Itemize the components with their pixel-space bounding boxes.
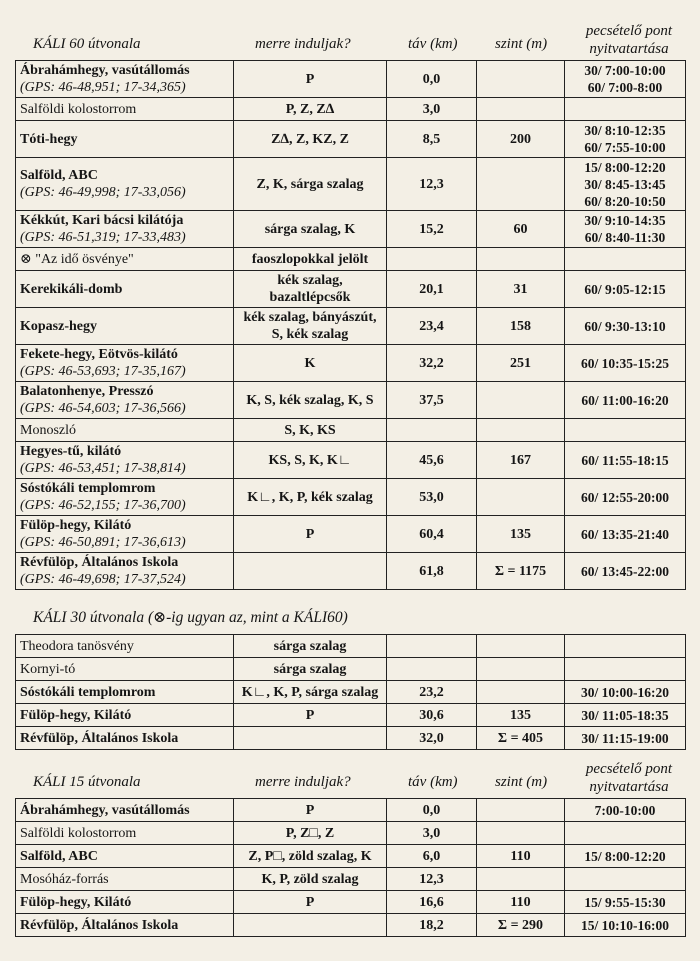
kali15-table [15, 798, 686, 937]
distance-value: 60,4 [419, 526, 444, 542]
direction-text: S, K, KS [284, 422, 336, 438]
stop-name: ⊗ "Az idő ösvénye" [20, 251, 134, 267]
distance-value: 61,8 [419, 563, 444, 579]
level-value: 110 [510, 848, 531, 864]
stamp-hours-cell [565, 271, 686, 308]
table-row [16, 248, 686, 271]
kali60-title: KÁLI 60 útvonala [33, 36, 141, 52]
level-value: Σ = 290 [497, 917, 544, 933]
stamp-hours-cell [565, 419, 686, 442]
stop-name-cell [16, 61, 234, 98]
stamp-hours: 60/ 9:30-13:10 [584, 318, 666, 334]
stamp-hours: 30/ 7:00-10:00 [584, 63, 666, 78]
distance-cell [387, 121, 477, 158]
direction-cell [234, 345, 387, 382]
stop-name-cell [16, 914, 234, 937]
direction-text: Z∆, Z, KZ, Z [271, 131, 349, 147]
distance-cell [387, 345, 477, 382]
stop-name-cell [16, 658, 234, 681]
stamp-hours: 30/ 10:00-16:20 [580, 684, 670, 700]
table-row [16, 98, 686, 121]
distance-header: táv (km) [408, 774, 458, 790]
stamp-hours: 15/ 10:10-16:00 [580, 917, 670, 933]
direction-text: sárga szalag [273, 661, 347, 677]
stop-name: Mosóház-forrás [20, 871, 109, 887]
stamp-hours-cell [565, 516, 686, 553]
kali30-title: KÁLI 30 útvonala (⊗-ig ugyan az, mint a KÁLI60) [33, 609, 348, 626]
direction-text: P [305, 707, 315, 723]
direction-text: Z, K, sárga szalag [256, 176, 364, 192]
stamp-header [571, 760, 687, 796]
direction-text: S, kék szalag [271, 327, 349, 342]
kali15-section [15, 760, 685, 937]
direction-cell [234, 442, 387, 479]
direction-text: KS, S, K, K∟ [268, 452, 352, 468]
level-cell [477, 681, 565, 704]
table-row [16, 658, 686, 681]
distance-cell [387, 382, 477, 419]
direction-cell [234, 61, 387, 98]
stamp-hours: 60/ 11:55-18:15 [581, 452, 669, 468]
direction-text: K [304, 355, 316, 371]
direction-text: Z, P□, zöld szalag, K [248, 848, 372, 864]
direction-cell [234, 553, 387, 590]
direction-cell [234, 248, 387, 271]
level-cell [477, 308, 565, 345]
stop-name: Hegyes-tű, kilátó [20, 444, 122, 459]
level-value: 31 [513, 281, 528, 297]
level-value: 167 [510, 452, 531, 468]
distance-cell [387, 158, 477, 211]
table-row [16, 822, 686, 845]
distance-value: 23,4 [419, 318, 444, 334]
stamp-hours-cell [565, 442, 686, 479]
distance-cell [387, 635, 477, 658]
direction-text: P, Z□, Z [285, 825, 335, 841]
stamp-hours: 30/ 9:10-14:35 [584, 213, 666, 228]
stamp-hours-cell [565, 345, 686, 382]
stop-name-cell [16, 822, 234, 845]
table-row [16, 727, 686, 750]
table-row [16, 308, 686, 345]
stop-name-cell [16, 868, 234, 891]
direction-text: sárga szalag, K [264, 221, 356, 237]
distance-value: 18,2 [419, 917, 444, 933]
stop-name-cell [16, 479, 234, 516]
distance-cell [387, 479, 477, 516]
direction-header: merre induljak? [255, 36, 351, 52]
kali60-table [15, 60, 686, 590]
stamp-hours-cell [565, 914, 686, 937]
distance-value: 53,0 [419, 489, 444, 505]
level-value: 110 [510, 894, 531, 910]
kali30-table [15, 634, 686, 750]
stamp-hours-cell [565, 61, 686, 98]
stop-name: Fekete-hegy, Eötvös-kilátó [20, 347, 178, 362]
direction-text: K∟, K, P, kék szalag [247, 489, 373, 505]
direction-text: kék szalag, [277, 273, 343, 288]
distance-cell [387, 516, 477, 553]
distance-value: 3,0 [422, 825, 441, 841]
level-cell [477, 479, 565, 516]
distance-cell [387, 681, 477, 704]
level-cell [477, 158, 565, 211]
level-cell [477, 704, 565, 727]
distance-cell [387, 822, 477, 845]
stamp-hours: 30/ 11:05-18:35 [581, 707, 669, 723]
distance-value: 12,3 [419, 871, 444, 887]
stop-name-cell [16, 308, 234, 345]
table-row [16, 382, 686, 419]
distance-header: táv (km) [408, 36, 458, 52]
stamp-hours: 60/ 10:35-15:25 [580, 355, 670, 371]
level-cell [477, 845, 565, 868]
gps-coordinates: (GPS: 46-53,451; 17-38,814) [20, 461, 186, 476]
stamp-hours-cell [565, 681, 686, 704]
stamp-hours-cell [565, 308, 686, 345]
level-cell [477, 271, 565, 308]
distance-value: 37,5 [419, 392, 444, 408]
stamp-hours-cell [565, 635, 686, 658]
distance-value: 20,1 [419, 281, 444, 297]
stop-name: Fülöp-hegy, Kilátó [20, 707, 132, 723]
direction-text: K∟, K, P, sárga szalag [241, 684, 379, 700]
level-cell [477, 822, 565, 845]
stop-name: Salföld, ABC [20, 848, 98, 864]
stop-name: Ábrahámhegy, vasútállomás [20, 802, 190, 818]
stop-name: Fülöp-hegy, Kilátó [20, 894, 132, 910]
table-row [16, 61, 686, 98]
stamp-hours: 15/ 8:00-12:20 [584, 848, 666, 864]
distance-cell [387, 98, 477, 121]
stop-name: Fülöp-hegy, Kilátó [20, 518, 132, 533]
distance-cell [387, 553, 477, 590]
direction-text: faoszlopokkal jelölt [251, 251, 369, 267]
direction-cell [234, 681, 387, 704]
stamp-hours: 15/ 9:55-15:30 [584, 894, 666, 910]
level-cell [477, 121, 565, 158]
stop-name: Ábrahámhegy, vasútállomás [20, 63, 190, 78]
table-row [16, 479, 686, 516]
table-row [16, 516, 686, 553]
table-row [16, 442, 686, 479]
distance-value: 16,6 [419, 894, 444, 910]
stop-name: Sóstókáli templomrom [20, 684, 156, 700]
table-row [16, 914, 686, 937]
direction-cell [234, 727, 387, 750]
stamp-hours: 60/ 7:00-8:00 [587, 80, 663, 95]
level-cell [477, 211, 565, 248]
level-cell [477, 345, 565, 382]
level-value: 60 [513, 221, 528, 237]
level-cell [477, 914, 565, 937]
stop-name: Monoszló [20, 422, 76, 438]
stamp-hours: 60/ 7:55-10:00 [584, 140, 666, 155]
stop-name: Révfülöp, Általános Iskola [20, 730, 179, 746]
stamp-hours-cell [565, 799, 686, 822]
table-row [16, 635, 686, 658]
stop-name: Kopasz-hegy [20, 318, 97, 334]
direction-cell [234, 419, 387, 442]
stamp-hours-cell [565, 658, 686, 681]
table-row [16, 868, 686, 891]
direction-cell [234, 845, 387, 868]
stamp-hours-cell [565, 248, 686, 271]
stop-name-cell [16, 121, 234, 158]
stop-name-cell [16, 681, 234, 704]
level-header: szint (m) [495, 774, 548, 790]
stop-name-cell [16, 553, 234, 590]
stamp-hours-cell [565, 704, 686, 727]
stamp-hours: 60/ 13:35-21:40 [580, 526, 670, 542]
kali30-header [15, 604, 685, 634]
direction-text: P [305, 802, 315, 818]
stamp-hours-cell [565, 158, 686, 211]
direction-cell [234, 799, 387, 822]
stop-name: Theodora tanösvény [20, 638, 134, 654]
distance-value: 3,0 [422, 101, 441, 117]
stamp-header-line1: pecsételő pont [585, 761, 673, 777]
distance-value: 30,6 [419, 707, 444, 723]
kali60-section [15, 22, 685, 590]
distance-cell [387, 61, 477, 98]
kali15-title: KÁLI 15 útvonala [33, 774, 141, 790]
level-value: 135 [510, 707, 531, 723]
direction-cell [234, 891, 387, 914]
stop-name-cell [16, 891, 234, 914]
level-cell [477, 98, 565, 121]
direction-text: bazaltlépcsők [269, 290, 351, 305]
direction-text: kék szalag, bányászút, [243, 310, 377, 325]
distance-cell [387, 271, 477, 308]
direction-cell [234, 822, 387, 845]
level-value: 135 [510, 526, 531, 542]
direction-text: P [305, 894, 315, 910]
direction-header: merre induljak? [255, 774, 351, 790]
direction-cell [234, 704, 387, 727]
stamp-hours-cell [565, 553, 686, 590]
direction-cell [234, 271, 387, 308]
stamp-hours: 30/ 8:45-13:45 [584, 176, 666, 192]
direction-cell [234, 158, 387, 211]
level-cell [477, 248, 565, 271]
gps-coordinates: (GPS: 46-48,951; 17-34,365) [20, 80, 186, 95]
table-row [16, 345, 686, 382]
stamp-hours-cell [565, 727, 686, 750]
direction-cell [234, 211, 387, 248]
distance-value: 8,5 [422, 131, 441, 147]
level-cell [477, 891, 565, 914]
table-row [16, 681, 686, 704]
stop-name-cell [16, 345, 234, 382]
distance-value: 45,6 [419, 452, 444, 468]
stop-name-cell [16, 419, 234, 442]
direction-text: P, Z, Z∆ [285, 101, 335, 117]
distance-cell [387, 891, 477, 914]
stamp-hours: 7:00-10:00 [594, 802, 656, 818]
table-row [16, 891, 686, 914]
level-cell [477, 658, 565, 681]
direction-cell [234, 516, 387, 553]
stop-name: Révfülöp, Általános Iskola [20, 917, 179, 933]
level-cell [477, 516, 565, 553]
stamp-hours: 60/ 9:05-12:15 [584, 281, 666, 297]
table-row [16, 553, 686, 590]
direction-cell [234, 308, 387, 345]
stop-name-cell [16, 248, 234, 271]
stop-name: Révfülöp, Általános Iskola [20, 555, 179, 570]
level-cell [477, 868, 565, 891]
distance-cell [387, 658, 477, 681]
stop-name: Salföld, ABC [20, 168, 98, 183]
table-row [16, 211, 686, 248]
level-value: 251 [510, 355, 531, 371]
stamp-hours-cell [565, 98, 686, 121]
distance-cell [387, 845, 477, 868]
distance-value: 15,2 [419, 221, 444, 237]
kali60-header [15, 22, 685, 60]
stamp-hours-cell [565, 211, 686, 248]
direction-text: sárga szalag [273, 638, 347, 654]
stamp-header-line2: nyitvatartása [589, 779, 669, 795]
level-value: 200 [510, 131, 531, 147]
stamp-header-line2: nyitvatartása [589, 41, 669, 57]
distance-cell [387, 248, 477, 271]
stamp-hours: 30/ 8:10-12:35 [584, 123, 666, 138]
table-row [16, 271, 686, 308]
kali30-section [15, 604, 685, 750]
stamp-header-line1: pecsételő pont [585, 23, 673, 39]
level-header: szint (m) [495, 36, 548, 52]
stop-name-cell [16, 158, 234, 211]
distance-value: 32,0 [419, 730, 444, 746]
distance-cell [387, 442, 477, 479]
distance-value: 0,0 [422, 71, 441, 87]
stop-name: Balatonhenye, Presszó [20, 384, 154, 399]
distance-cell [387, 211, 477, 248]
level-cell [477, 382, 565, 419]
stamp-hours: 60/ 13:45-22:00 [580, 563, 670, 579]
stamp-hours: 15/ 8:00-12:20 [584, 159, 666, 175]
direction-text: P [305, 71, 315, 87]
stamp-hours-cell [565, 479, 686, 516]
stop-name: Tóti-hegy [20, 131, 78, 147]
level-value: Σ = 405 [497, 730, 544, 746]
direction-cell [234, 635, 387, 658]
gps-coordinates: (GPS: 46-50,891; 17-36,613) [20, 535, 186, 550]
direction-cell [234, 121, 387, 158]
stop-name: Salföldi kolostorrom [20, 825, 137, 841]
distance-value: 0,0 [422, 802, 441, 818]
distance-cell [387, 727, 477, 750]
stamp-hours: 30/ 11:15-19:00 [581, 730, 669, 746]
level-cell [477, 419, 565, 442]
direction-text: P [305, 526, 315, 542]
stamp-hours: 60/ 12:55-20:00 [580, 489, 670, 505]
level-cell [477, 799, 565, 822]
level-value: 158 [510, 318, 531, 334]
stop-name-cell [16, 442, 234, 479]
direction-cell [234, 98, 387, 121]
stop-name: Salföldi kolostorrom [20, 101, 137, 117]
direction-cell [234, 479, 387, 516]
stop-name-cell [16, 516, 234, 553]
level-value: Σ = 1175 [494, 563, 547, 579]
table-row [16, 121, 686, 158]
stop-name-cell [16, 727, 234, 750]
stop-name: Kékkút, Kari bácsi kilátója [20, 213, 184, 228]
direction-text: K, S, kék szalag, K, S [246, 392, 374, 408]
distance-cell [387, 308, 477, 345]
table-row [16, 704, 686, 727]
gps-coordinates: (GPS: 46-49,698; 17-37,524) [20, 572, 186, 587]
gps-coordinates: (GPS: 46-51,319; 17-33,483) [20, 230, 186, 245]
gps-coordinates: (GPS: 46-53,693; 17-35,167) [20, 364, 186, 379]
stamp-hours-cell [565, 382, 686, 419]
direction-text: K, P, zöld szalag [261, 871, 359, 887]
distance-value: 32,2 [419, 355, 444, 371]
stop-name-cell [16, 211, 234, 248]
distance-value: 23,2 [419, 684, 444, 700]
stop-name-cell [16, 635, 234, 658]
distance-cell [387, 914, 477, 937]
distance-cell [387, 799, 477, 822]
distance-cell [387, 704, 477, 727]
level-cell [477, 442, 565, 479]
stamp-hours: 60/ 8:40-11:30 [584, 230, 666, 245]
distance-value: 6,0 [422, 848, 441, 864]
distance-cell [387, 868, 477, 891]
gps-coordinates: (GPS: 46-54,603; 17-36,566) [20, 401, 186, 416]
stamp-hours-cell [565, 845, 686, 868]
kali15-header [15, 760, 685, 798]
table-row [16, 158, 686, 211]
table-row [16, 419, 686, 442]
table-row [16, 799, 686, 822]
level-cell [477, 61, 565, 98]
level-cell [477, 727, 565, 750]
direction-cell [234, 382, 387, 419]
stamp-hours: 60/ 8:20-10:50 [584, 193, 666, 209]
stop-name-cell [16, 98, 234, 121]
stop-name: Sóstókáli templomrom [20, 481, 156, 496]
stop-name-cell [16, 845, 234, 868]
stamp-hours-cell [565, 822, 686, 845]
stamp-hours-cell [565, 121, 686, 158]
stop-name-cell [16, 799, 234, 822]
table-row [16, 845, 686, 868]
direction-cell [234, 868, 387, 891]
gps-coordinates: (GPS: 46-49,998; 17-33,056) [20, 185, 186, 200]
distance-cell [387, 419, 477, 442]
stop-name-cell [16, 271, 234, 308]
stamp-hours: 60/ 11:00-16:20 [581, 392, 669, 408]
stop-name-cell [16, 382, 234, 419]
direction-cell [234, 658, 387, 681]
level-cell [477, 553, 565, 590]
direction-cell [234, 914, 387, 937]
stamp-hours-cell [565, 891, 686, 914]
stop-name-cell [16, 704, 234, 727]
stamp-header [571, 22, 687, 58]
stop-name: Kerekikáli-domb [20, 281, 123, 297]
stop-name: Kornyi-tó [20, 661, 76, 677]
distance-value: 12,3 [419, 176, 444, 192]
gps-coordinates: (GPS: 46-52,155; 17-36,700) [20, 498, 186, 513]
level-cell [477, 635, 565, 658]
stamp-hours-cell [565, 868, 686, 891]
